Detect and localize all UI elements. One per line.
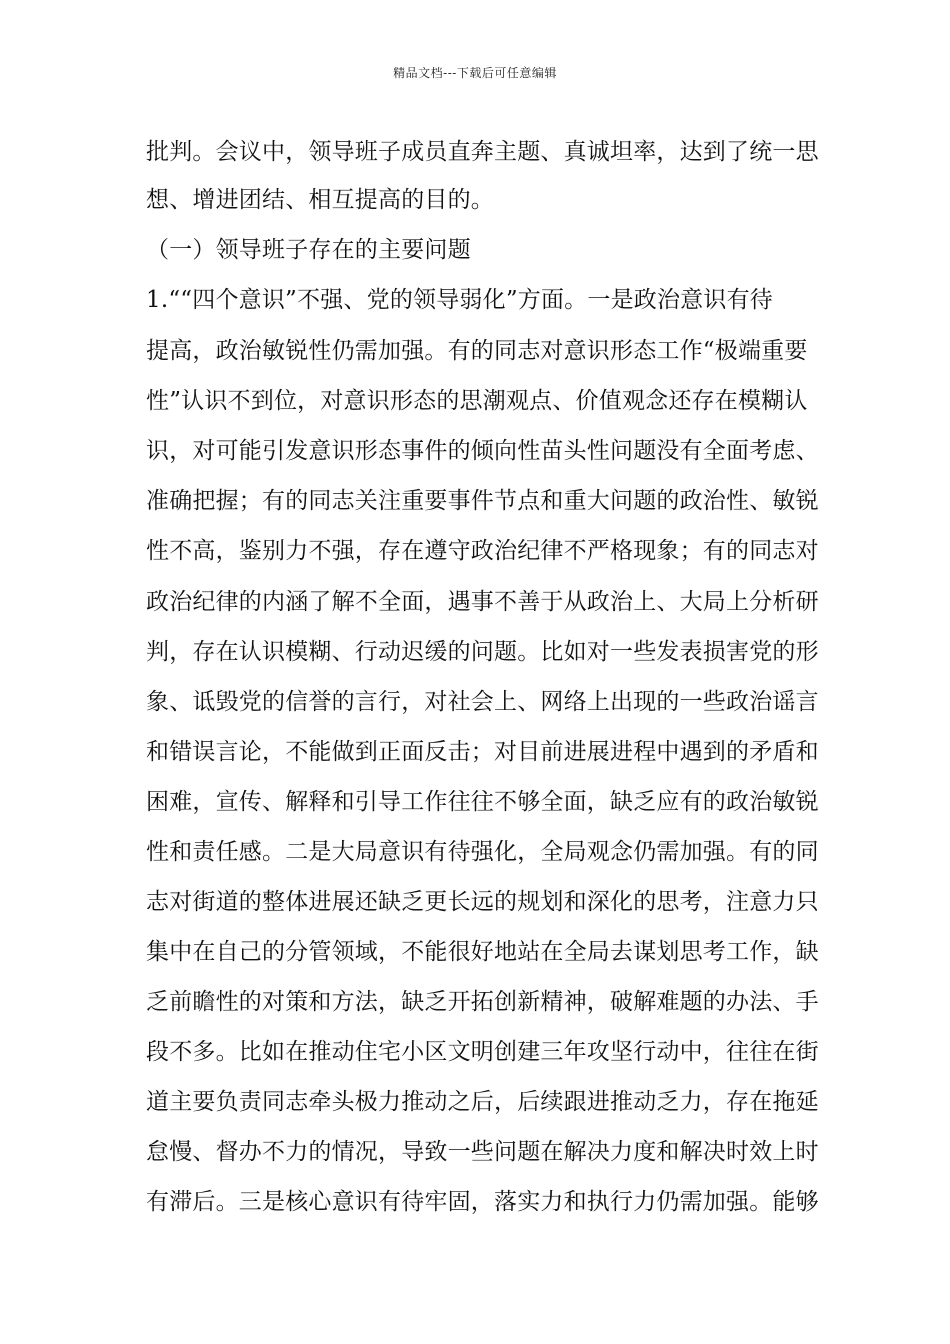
body-line-4: 1.““四个意识”不强、党的领导弱化”方面。一是政治意识有待 — [146, 287, 773, 313]
body-line-10: 政治纪律的内涵了解不全面，遇事不善于从政治上、大局上分析研 — [146, 589, 819, 615]
body-line-20: 道主要负责同志牵头极力推动之后，后续跟进推动乏力，存在拖延 — [146, 1089, 819, 1115]
section-heading: （一）领导班子存在的主要问题 — [146, 237, 471, 263]
body-line-9: 性不高，鉴别力不强，存在遵守政治纪律不严格现象；有的同志对 — [146, 538, 819, 564]
body-line-11: 判，存在认识模糊、行动迟缓的问题。比如对一些发表损害党的形 — [146, 639, 819, 665]
body-line-1: 批判。会议中，领导班子成员直奔主题、真诚坦率，达到了统一思 — [146, 139, 819, 165]
body-line-2: 想、增进团结、相互提高的目的。 — [146, 187, 494, 213]
body-line-8: 准确把握；有的同志关注重要事件节点和重大问题的政治性、敏锐 — [146, 488, 819, 514]
body-line-16: 志对街道的整体进展还缺乏更长远的规划和深化的思考，注意力只 — [146, 889, 819, 915]
body-line-21: 怠慢、督办不力的情况，导致一些问题在解决力度和解决时效上时 — [146, 1139, 819, 1165]
body-line-18: 乏前瞻性的对策和方法，缺乏开拓创新精神，破解难题的办法、手 — [146, 989, 819, 1015]
body-line-6: 性”认识不到位，对意识形态的思潮观点、价值观念还存在模糊认 — [146, 388, 808, 414]
body-line-15: 性和责任感。二是大局意识有待强化，全局观念仍需加强。有的同 — [146, 839, 819, 865]
page-header: 精品文档---下载后可任意编辑 — [393, 66, 557, 80]
body-line-7: 识，对可能引发意识形态事件的倾向性苗头性问题没有全面考虑、 — [146, 438, 819, 464]
body-line-13: 和错误言论，不能做到正面反击；对目前进展进程中遇到的矛盾和 — [146, 739, 819, 765]
body-line-19: 段不多。比如在推动住宅小区文明创建三年攻坚行动中，往往在街 — [146, 1039, 819, 1065]
body-line-17: 集中在自己的分管领域，不能很好地站在全局去谋划思考工作，缺 — [146, 939, 819, 965]
body-line-5: 提高，政治敏锐性仍需加强。有的同志对意识形态工作“极端重要 — [146, 338, 808, 364]
body-line-12: 象、诋毁党的信誉的言行，对社会上、网络上出现的一些政治谣言 — [146, 689, 819, 715]
body-line-22: 有滞后。三是核心意识有待牢固，落实力和执行力仍需加强。能够 — [146, 1189, 819, 1215]
body-line-14: 困难，宣传、解释和引导工作往往不够全面，缺乏应有的政治敏锐 — [146, 789, 819, 815]
